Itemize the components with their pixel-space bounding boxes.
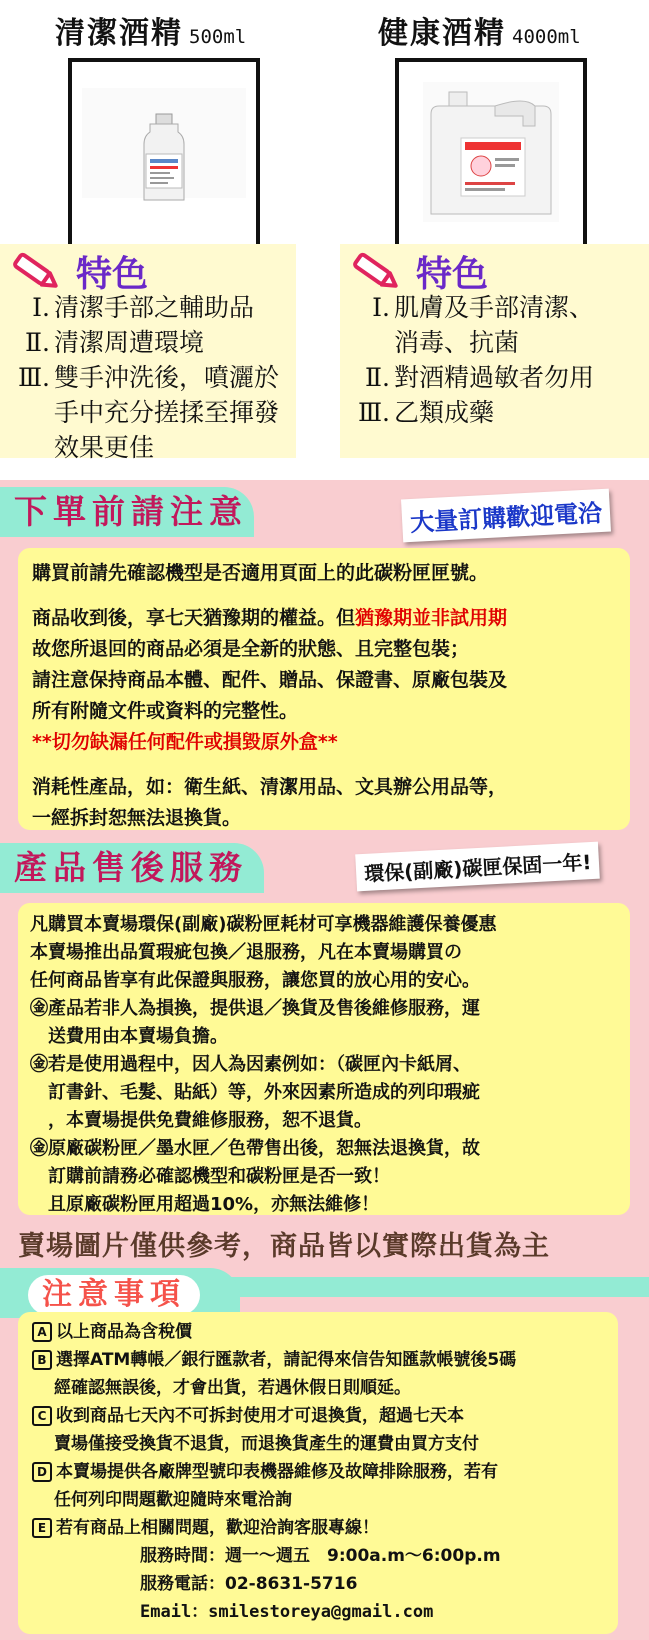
product-1-image-frame — [68, 58, 260, 248]
notice-item-d: D 本賣場提供各廠牌型號印表機器維修及故障排除服務，若有 — [32, 1458, 604, 1486]
pencil-icon — [10, 252, 62, 292]
after-sales-title: 產品售後服務 — [0, 843, 264, 893]
marker-d-icon: D — [32, 1462, 52, 1482]
order-note-6: **切勿缺漏任何配件或損毀原外盒** — [32, 731, 338, 753]
notice-item-b-cont: 經確認無誤後，才會出貨，若遇休假日則順延。 — [54, 1378, 411, 1398]
warranty-sticker: 環保(副廠)碳匣保固一年! — [355, 842, 600, 892]
product-2-volume: 4000ml — [512, 26, 581, 48]
after-sales-line: ㊎產品若非人為損換，提供退／換貨及售後維修服務，運 — [30, 998, 480, 1019]
notice-title-pill: 注意事項 — [28, 1275, 200, 1315]
product-1-volume: 500ml — [189, 26, 247, 48]
marker-c-icon: C — [32, 1406, 52, 1426]
after-sales-line: 本賣場推出品質瑕疵包換／退服務，凡在本賣場購買の — [30, 942, 462, 963]
after-sales-line: ，本賣場提供免費維修服務，恕不退貨。 — [30, 1110, 372, 1131]
product-1-title — [55, 8, 246, 52]
alcohol-jug-icon — [399, 62, 583, 244]
after-sales-line: ㊎若是使用過程中，因人為因素例如：（碳匣內卡紙屑、 — [30, 1054, 471, 1075]
feature-list — [340, 290, 594, 430]
before-order-box — [18, 548, 630, 830]
order-note-8: 一經拆封恕無法退換貨。 — [32, 807, 242, 829]
after-sales-line: 訂書針、毛髮、貼紙）等，外來因素所造成的列印瑕疵 — [30, 1082, 480, 1103]
order-note-1: 購買前請先確認機型是否適用頁面上的此碳粉匣匣號。 — [32, 562, 489, 584]
image-disclaimer: 賣場圖片僅供參考，商品皆以實際出貨為主 — [18, 1231, 550, 1262]
product-2-image-frame — [395, 58, 587, 248]
order-note-4: 請注意保持商品本體、配件、贈品、保證書、原廠包裝及 — [32, 669, 508, 691]
feature-item: Ⅰ. 清潔手部之輔助品 — [32, 293, 255, 322]
feature-list — [0, 290, 279, 465]
alcohol-bottle-icon — [72, 62, 256, 244]
before-order-title: 下單前請注意 — [0, 487, 254, 537]
feature-item: 效果更佳 — [54, 433, 155, 462]
notice-item-c: C 收到商品七天內不可拆封使用才可退換貨，超過七天本 — [32, 1402, 604, 1430]
product-2-title — [378, 8, 581, 52]
feature-item: Ⅱ. 對酒精過敏者勿用 — [365, 363, 595, 392]
notice-item-b: B 選擇ATM轉帳／銀行匯款者，請記得來信告知匯款帳號後5碼 — [32, 1346, 604, 1374]
notice-box — [18, 1312, 618, 1634]
notice-title — [0, 1268, 240, 1318]
order-note-5: 所有附隨文件或資料的完整性。 — [32, 700, 299, 722]
after-sales-line: 凡購買本賣場環保(副廠)碳粉匣耗材可享機器維護保養優惠 — [30, 914, 497, 935]
feature-item: 手中充分搓揉至揮發 — [54, 398, 280, 427]
service-email[interactable]: Email：smilestoreya@gmail.com — [140, 1602, 434, 1622]
product-2-features — [340, 244, 649, 458]
after-sales-line: 訂購前請務必確認機型和碳粉匣是否一致！ — [30, 1166, 390, 1187]
features-title: 特色 — [416, 254, 489, 295]
after-sales-line: ㊎原廠碳粉匣／墨水匣／色帶售出後，恕無法退換貨，故 — [30, 1138, 480, 1159]
marker-e-icon: E — [32, 1518, 52, 1538]
feature-item: 消毒、抗菌 — [394, 328, 520, 357]
product-1-name: 清潔酒精 — [55, 16, 183, 51]
bulk-order-sticker: 大量訂購歡迎電洽 — [401, 489, 611, 543]
order-note-7: 消耗性產品，如：衛生紙、清潔用品、文具辦公用品等， — [32, 776, 508, 798]
feature-item: Ⅲ. 雙手沖洗後，噴灑於 — [17, 363, 280, 392]
notice-item-a: A 以上商品為含稅價 — [32, 1318, 604, 1346]
service-hours: 服務時間：週一～週五 9:00a.m～6:00p.m — [140, 1546, 501, 1566]
features-title: 特色 — [76, 254, 149, 295]
service-phone: 服務電話：02-8631-5716 — [140, 1574, 358, 1594]
marker-a-icon: A — [32, 1322, 52, 1342]
marker-b-icon: B — [32, 1350, 52, 1370]
pencil-icon — [350, 252, 402, 292]
order-note-3: 故您所退回的商品必須是全新的狀態、且完整包裝； — [32, 638, 470, 660]
order-note-2: 商品收到後，享七天猶豫期的權益。但猶豫期並非試用期 — [32, 607, 508, 629]
feature-item: Ⅲ. 乙類成藥 — [357, 398, 495, 427]
feature-item: Ⅰ. 肌膚及手部清潔、 — [372, 293, 595, 322]
cooling-off-warning: 猶豫期並非試用期 — [355, 607, 508, 629]
after-sales-line: 送費用由本賣場負擔。 — [30, 1026, 228, 1047]
feature-item: Ⅱ. 清潔周遭環境 — [25, 328, 205, 357]
product-2-name: 健康酒精 — [378, 16, 506, 51]
after-sales-box — [18, 903, 630, 1215]
after-sales-line: 任何商品皆享有此保證與服務，讓您買的放心用的安心。 — [30, 970, 480, 991]
product-1-features — [0, 244, 296, 462]
notice-item-d-cont: 任何列印問題歡迎隨時來電洽詢 — [54, 1490, 292, 1510]
notice-item-e: E 若有商品上相關問題，歡迎洽詢客服專線！ — [32, 1514, 604, 1542]
after-sales-line: 且原廠碳粉匣用超過10%，亦無法維修！ — [30, 1194, 380, 1215]
notice-item-c-cont: 賣場僅接受換貨不退貨，而退換貨產生的運費由買方支付 — [54, 1434, 479, 1454]
